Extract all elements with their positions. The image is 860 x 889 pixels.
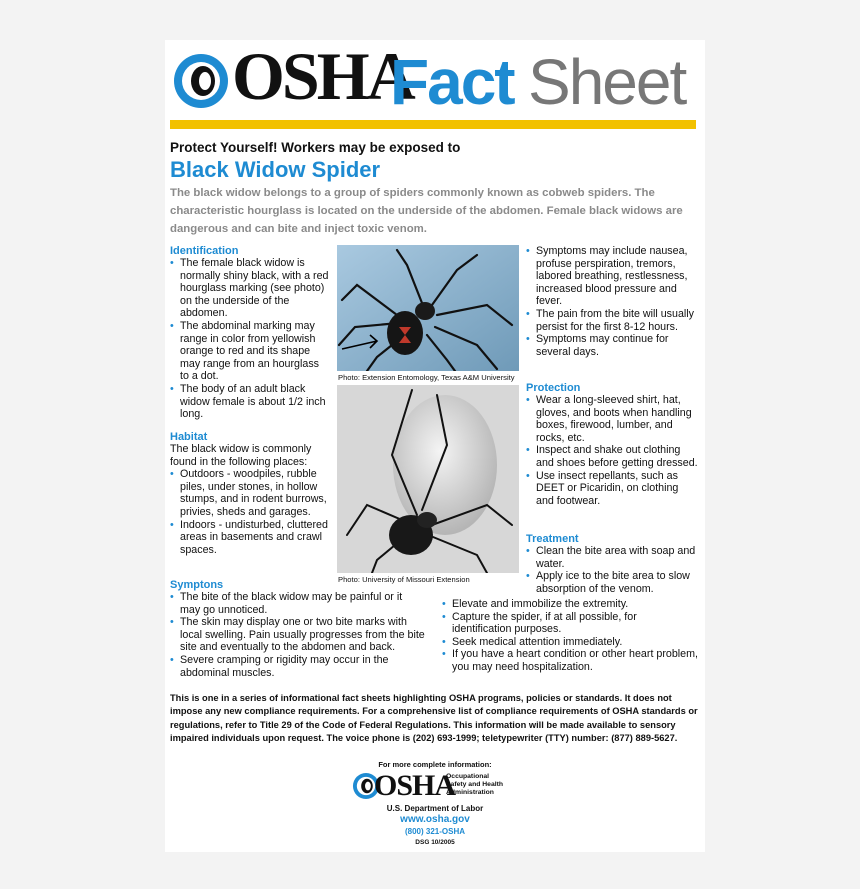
header-divider (170, 120, 696, 129)
list-item: • The skin may display one or two bite marks with local swelling. Pain usually progresses from the bite site and eventually to the abdomen and back. (170, 616, 425, 654)
list-item: • Elevate and immobilize the extremity. (442, 598, 698, 611)
website-link[interactable]: www.osha.gov (400, 814, 470, 825)
symptoms-section (170, 579, 432, 679)
brand-word: OSHA (232, 38, 413, 114)
protection-section (526, 382, 698, 507)
agency-name (446, 773, 503, 798)
agency-line: Safety and Health (446, 781, 504, 789)
document-code: DSG 10/2005 (415, 839, 455, 846)
list-item: • The female black widow is normally shiny black, with a red hourglass marking (see photo) on the underside of the abdomen. (170, 257, 330, 320)
habitat-lead: The black widow is commonly found in the following places: (170, 443, 312, 468)
list-item: • Seek medical attention immediately. (442, 636, 698, 649)
department-label: U.S. Department of Labor (386, 804, 484, 813)
protection-heading: Protection (526, 382, 581, 394)
list-item: • The bite of the black widow may be painful or it may go unnoticed. (170, 591, 425, 616)
identification-heading: Identification (170, 245, 239, 257)
list-item: • Inspect and shake out clothing and shoes before getting dressed. (526, 444, 698, 469)
habitat-section (170, 431, 330, 556)
intro-paragraph: The black widow belongs to a group of spiders commonly known as cobweb spiders. The characteristic hourglass is located on the underside of the abdomen. Female black widows are dangerous and can bite and inject toxic venom. (170, 187, 683, 235)
list-item: • If you have a heart condition or other heart problem, you may need hospitalization. (442, 648, 698, 673)
photo-caption: Photo: Extension Entomology, Texas A&M University (338, 373, 515, 382)
list-item: • Symptoms may continue for several days. (526, 333, 698, 358)
identification-section (170, 245, 330, 421)
page-title: Black Widow Spider (170, 157, 381, 182)
list-item: • Outdoors - woodpiles, rubble piles, under stones, in hollow stumps, and in rodent burrows, privies, sheds and garages. (170, 468, 330, 518)
list-item: • Wear a long-sleeved shirt, hat, gloves, and boots when handling boxes, firewood, lumber, and rocks, etc. (526, 394, 698, 444)
habitat-heading: Habitat (170, 431, 208, 443)
list-item: • Severe cramping or rigidity may occur in the abdominal muscles. (170, 654, 425, 679)
list-item: • Capture the spider, if at all possible, for identification purposes. (442, 611, 698, 636)
phone-number: (800) 321-OSHA (404, 827, 466, 836)
treatment-continued (442, 598, 698, 674)
symptoms-continued-section (526, 245, 698, 358)
treatment-section (526, 533, 698, 595)
footer-logo-word: OSHA (374, 769, 456, 802)
list-item: • The abdominal marking may range in color from yellowish orange to red and its shape may range from an hourglass to a dot. (170, 320, 330, 383)
agency-line: Administration (446, 789, 494, 797)
list-item: • The body of an adult black widow female is about 1/2 inch long. (170, 383, 330, 421)
agency-line: Occupational (446, 773, 490, 780)
spider-egg-sac-photo (337, 385, 519, 573)
treatment-heading: Treatment (526, 533, 579, 545)
more-info-label: For more complete information: (378, 760, 492, 769)
symptoms-heading: Symptons (170, 579, 224, 591)
fact-word: Fact (390, 46, 514, 118)
footer-disclaimer: This is one in a series of informational fact sheets highlighting OSHA programs, policies or standards. It does not impose any new compliance requirements. For a comprehensive list of compliance requirements of OSHA standards or regulations, refer to Title 29 of the Code of Federal Regulations. This information will be made available to sensory impaired individuals upon request. The voice phone is (202) 693-1999; teletypewriter (TTY) number: (877) 889-5627. (170, 693, 698, 744)
list-item: • The pain from the bite will usually persist for the first 8-12 hours. (526, 308, 698, 333)
list-item: • Symptoms may include nausea, profuse perspiration, tremors, labored breathing, restlessness, increased blood pressure and fever. (526, 245, 698, 308)
list-item: • Apply ice to the bite area to slow absorption of the venom. (526, 570, 698, 595)
osha-logo-icon (172, 52, 230, 110)
list-item: • Indoors - undisturbed, cluttered areas in basements and crawl spaces. (170, 519, 330, 557)
list-item: • Clean the bite area with soap and water. (526, 545, 698, 570)
pre-title: Protect Yourself! Workers may be exposed to (170, 140, 461, 155)
osha-footer-logo (352, 770, 516, 802)
spider-hourglass-photo (337, 245, 519, 371)
sheet-word: Sheet (528, 46, 686, 118)
photo-caption: Photo: University of Missouri Extension (338, 575, 470, 584)
list-item: • Use insect repellants, such as DEET or Picaridin, on clothing and footwear. (526, 470, 698, 508)
